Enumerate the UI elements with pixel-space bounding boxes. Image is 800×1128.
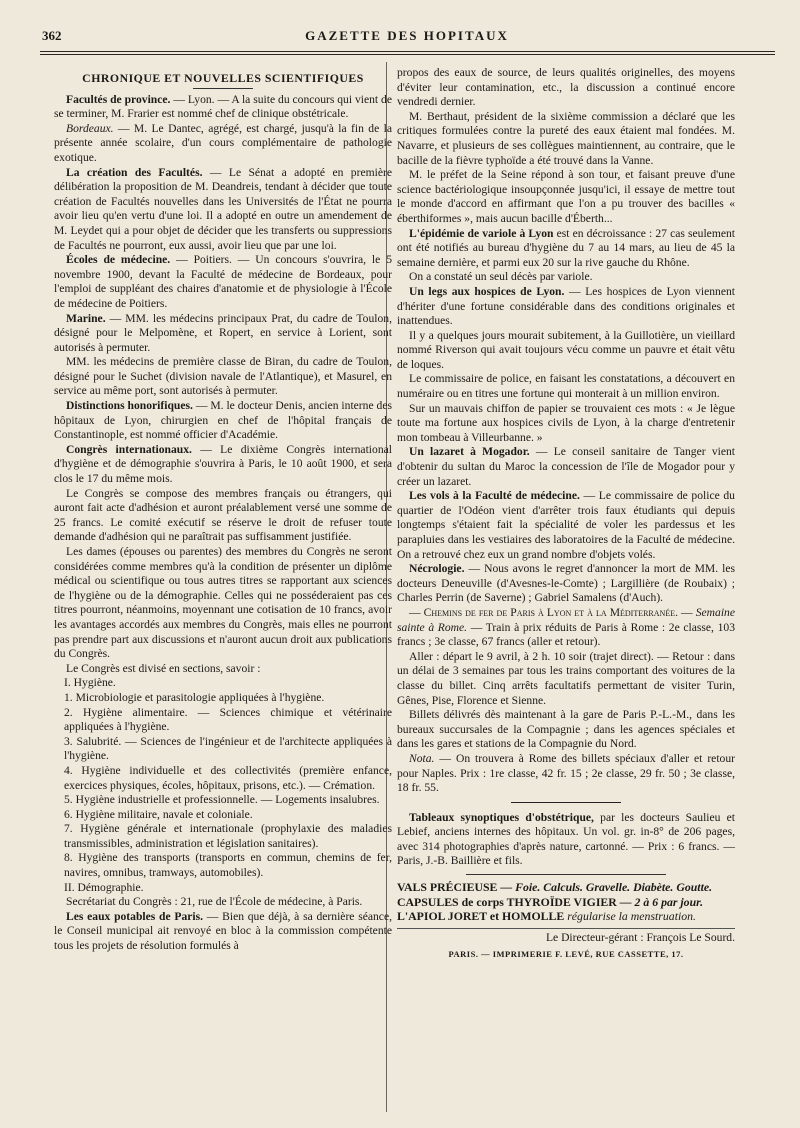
header-rule (40, 51, 775, 52)
ad-rule (466, 874, 666, 875)
paragraph: Un legs aux hospices de Lyon. — Les hospices de Lyon viennent d'hériter d'une fortune considérable dans des conditions originales et inattendues. (397, 284, 735, 328)
paragraph: L'épidémie de variole à Lyon est en décroissance : 27 cas seulement ont été notifiés au bureau d'hygiène du 7 au 14 mars, au lieu de 45 la semaine dernière, et parmi eux 20 sur la rive gauche du Rhône. (397, 226, 735, 269)
paragraph: Les eaux potables de Paris. — Bien que déjà, à sa dernière séance, le Conseil municipal ait renvoyé en bloc à la commission compétente tous les projets de résolution formulés à (54, 909, 392, 953)
list-item: 8. Hygiène des transports (transports en commun, chemins de fer, navires, omnibus, tramways, automobiles). (64, 851, 392, 880)
ad-line: CAPSULES de corps THYROÏDE VIGIER — 2 à 6 par jour. (397, 894, 704, 909)
header-rule-thin (40, 54, 775, 55)
paragraph: — Chemins de fer de Paris à Lyon et à la Méditerranée. — Semaine sainte à Rome. — Train à prix réduits de Paris à Rome : 2e classe, 103 francs ; 3e classe, 67 francs (aller et retour). (397, 605, 735, 649)
paragraph: Billets délivrés dès maintenant à la gare de Paris P.-L.-M., dans les bureaux succursales de la Compagnie ; dans les agences spéciales et dans les gares et stations de la Compagnie du Nord. (397, 708, 735, 751)
paragraph: La création des Facultés. — Le Sénat a adopté en première délibération la proposition de M. Deandreis, tendant à décider que toute création de Facultés nouvelles dans les Universités de l'État ne pourra avoir lieu qu'en vertu d'une loi. Il a adopté en outre un amendement de M. Leydet qui a pour objet de décider que les transferts ou suppressions de Facultés ne pourront, eux aussi, avoir lieu que par une loi. (54, 165, 392, 252)
paragraph: Sur un mauvais chiffon de papier se trouvaient ces mots : « Je lègue toute ma fortune aux hospices civils de Lyon, à la charge d'entretenir mon tombeau à Villeurbanne. » (397, 401, 735, 444)
paragraph: Le Congrès est divisé en sections, savoir : (66, 661, 261, 675)
list-item: 2. Hygiène alimentaire. — Sciences chimique et vétérinaire appliquées à l'hygiène. (64, 705, 392, 734)
paragraph: propos des eaux de source, de leurs qualités originelles, des moyens d'éviter leur contamination, etc., la discussion a continué encore vendredi dernier. (397, 66, 735, 109)
list-item: 3. Salubrité. — Sciences de l'ingénieur et de l'architecte appliquées à l'hygiène. (64, 734, 392, 763)
paragraph: Bordeaux. — M. Le Dantec, agrégé, est chargé, jusqu'à la fin de la présente année scolaire, d'un cours complémentaire de pathologie exotique. (54, 121, 392, 164)
list-item: 4. Hygiène individuelle et des collectivités (première enfance, exercices physiques, écoles, hôpitaux, prisons, etc.). — Crémation. (64, 763, 392, 792)
page-number: 362 (42, 28, 62, 43)
paragraph: On a constaté un seul décès par variole. (409, 270, 593, 284)
paragraph: Facultés de province. — Lyon. — A la suite du concours qui vient de se terminer, M. Frarier est nommé chef de clinique obstétricale. (54, 92, 392, 121)
advertisements (397, 811, 735, 924)
list-item: I. Hygiène. (64, 676, 116, 690)
paragraph: M. Berthaut, président de la sixième commission a déclaré que les critiques formulées contre la pureté des eaux étaient mal fondées. M. Navarre, et plusieurs de ses collègues maintiennent, au contraire, que le bacille de la fièvre typhoïde a été trouvé dans la Vanne. (397, 109, 735, 167)
left-column (54, 66, 392, 954)
paragraph: Le commissaire de police, en faisant les constatations, a découvert en numéraire ou en titres une fortune qui monterait à un million environ. (397, 372, 735, 401)
book-ad: Tableaux synoptiques d'obstétrique, par les docteurs Saulieu et Lebief, anciens internes des hôpitaux. Un vol. gr. in-8° de 206 pages, avec 314 photographies d'après nature, cartonné. — Prix : 6 francs. — Paris, J.-B. Baillière et fils. (397, 810, 736, 868)
signature: Le Directeur-gérant : François Le Sourd. (397, 928, 735, 946)
ad-line: L'APIOL JORET et HOMOLLE régularise la menstruation. (397, 909, 696, 924)
paragraph: Les vols à la Faculté de médecine. — Le commissaire de police du quartier de l'Odéon vient d'arrêter trois faux étudiants qui depuis longtemps s'étaient fait la spécialité de voler les pardessus et les parapluies dans les vestiaires des laboratoires de la Faculté de médecine. On a retrouvé chez eux un grand nombre d'objets volés. (397, 489, 735, 561)
paragraph: Marine. — MM. les médecins principaux Prat, du cadre de Toulon, désigné pour le Melpomène, et Ropert, en service à Lorient, sont autorisés à permuter. (54, 311, 392, 354)
imprint: PARIS. — IMPRIMERIE F. LEVÉ, RUE CASSETTE, 17. (448, 949, 684, 960)
paragraph: Un lazaret à Mogador. — Le conseil sanitaire de Tanger vient d'obtenir du sultan du Maroc la concession de l'île de Mogador pour y créer un lazaret. (397, 445, 736, 488)
paragraph: Aller : départ le 9 avril, à 2 h. 10 soir (trajet direct). — Retour : dans un délai de 3 semaines par tous les trains comportant des voitures de la classe du billet. Cinq arrêts facultatifs permettant de visiter Turin, Gênes, Pise, Florence et Sienne. (397, 649, 735, 707)
list-item: 5. Hygiène industrielle et professionnelle. — Logements insalubres. (64, 793, 380, 807)
section-list (54, 676, 392, 895)
paragraph: M. le préfet de la Seine répond à son tour, et faisant preuve d'une science bactériologique insoupçonnée jusqu'ici, il essaye de mettre tout le monde d'accord en affirmant que l'on a pu trouver des bacilles « éberthiformes », mais aucun bacille d'Éberth... (397, 168, 735, 225)
list-item: II. Démographie. (64, 880, 144, 894)
paragraph: Il y a quelques jours mourait subitement, à la Guillotière, un vieillard nommé Riverson qui avait toujours vécu comme un pauvre et était vêtu de loques. (397, 328, 735, 371)
paragraph: Écoles de médecine. — Poitiers. — Un concours s'ouvrira, le 5 novembre 1900, devant la Faculté de médecine de Bordeaux, pour l'emploi de suppléant des chaires d'anatomie et de physiologie à l'École de médecine de Poitiers. (54, 253, 392, 310)
journal-title: GAZETTE DES HOPITAUX (305, 28, 509, 43)
list-item: 7. Hygiène générale et internationale (prophylaxie des maladies transmissibles, administration et législation sanitaires). (64, 822, 392, 850)
paragraph: Les dames (épouses ou parentes) des membres du Congrès ne seront considérées comme membres qu'à la condition de présenter un diplôme médical ou scientifique ou tous autres titres se rapportant aux sciences de l'hygiène ou de la démographie. Celles qui ne posséderaient pas ces titres pourront, néanmoins, moyennant une cotisation de 10 francs, avoir les avantages accordés aux membres du Congrès, mais elles ne pourront pas prendre part aux discussions et n'auront aucun droit aux publications du Congrès. (54, 545, 392, 661)
list-item: 6. Hygiène militaire, navale et coloniale. (64, 807, 253, 821)
title-rule (193, 88, 253, 89)
paragraph: Nécrologie. — Nous avons le regret d'annoncer la mort de MM. les docteurs Deneuville (d'Avesnes-le-Comte) ; Largillière (de Roubaix) ; Charles Perrin (de Saverne) ; Gabriel Samalens (d'Auch). (397, 562, 735, 605)
right-column (397, 66, 735, 962)
paragraph: Le Congrès se compose des membres français ou étrangers, qui auront fait acte d'adhésion et auront préalablement versé une somme de 25 francs. Le comité exécutif se réserve le droit de refuser toute demande d'adhésion qui ne paraîtrait pas suffisamment justifiée. (54, 486, 392, 544)
ad-line: VALS PRÉCIEUSE — Foie. Calculs. Gravelle. Diabète. Goutte. (397, 880, 713, 895)
paragraph: Secrétariat du Congrès : 21, rue de l'École de médecine, à Paris. (66, 895, 363, 909)
section-title: CHRONIQUE ET NOUVELLES SCIENTIFIQUES (82, 71, 364, 85)
paragraph: Distinctions honorifiques. — M. le docteur Denis, ancien interne des hôpitaux de Lyon, chirurgien en chef de l'hôpital français de Constantinople, est nommé officier d'Académie. (54, 399, 392, 442)
paragraph: MM. les médecins de première classe de Biran, du cadre de Toulon, désigné pour le Suchet (division navale de l'Atlantique), et Masurel, en service au même port, sont autorisés à permuter. (54, 355, 392, 398)
paragraph: Nota. — On trouvera à Rome des billets spéciaux d'aller et retour pour Naples. Prix : 1re classe, 42 fr. 15 ; 2e classe, 29 fr. 50 ; 3e classe, 18 fr. 55. (397, 751, 735, 795)
separator-rule (511, 802, 621, 803)
list-item: 1. Microbiologie et parasitologie appliquées à l'hygiène. (64, 690, 325, 704)
paragraph: Congrès internationaux. — Le dixième Congrès international d'hygiène et de démographie s'ouvrira à Paris, le 10 août 1900, et sera clos le 17 du même mois. (54, 442, 392, 486)
